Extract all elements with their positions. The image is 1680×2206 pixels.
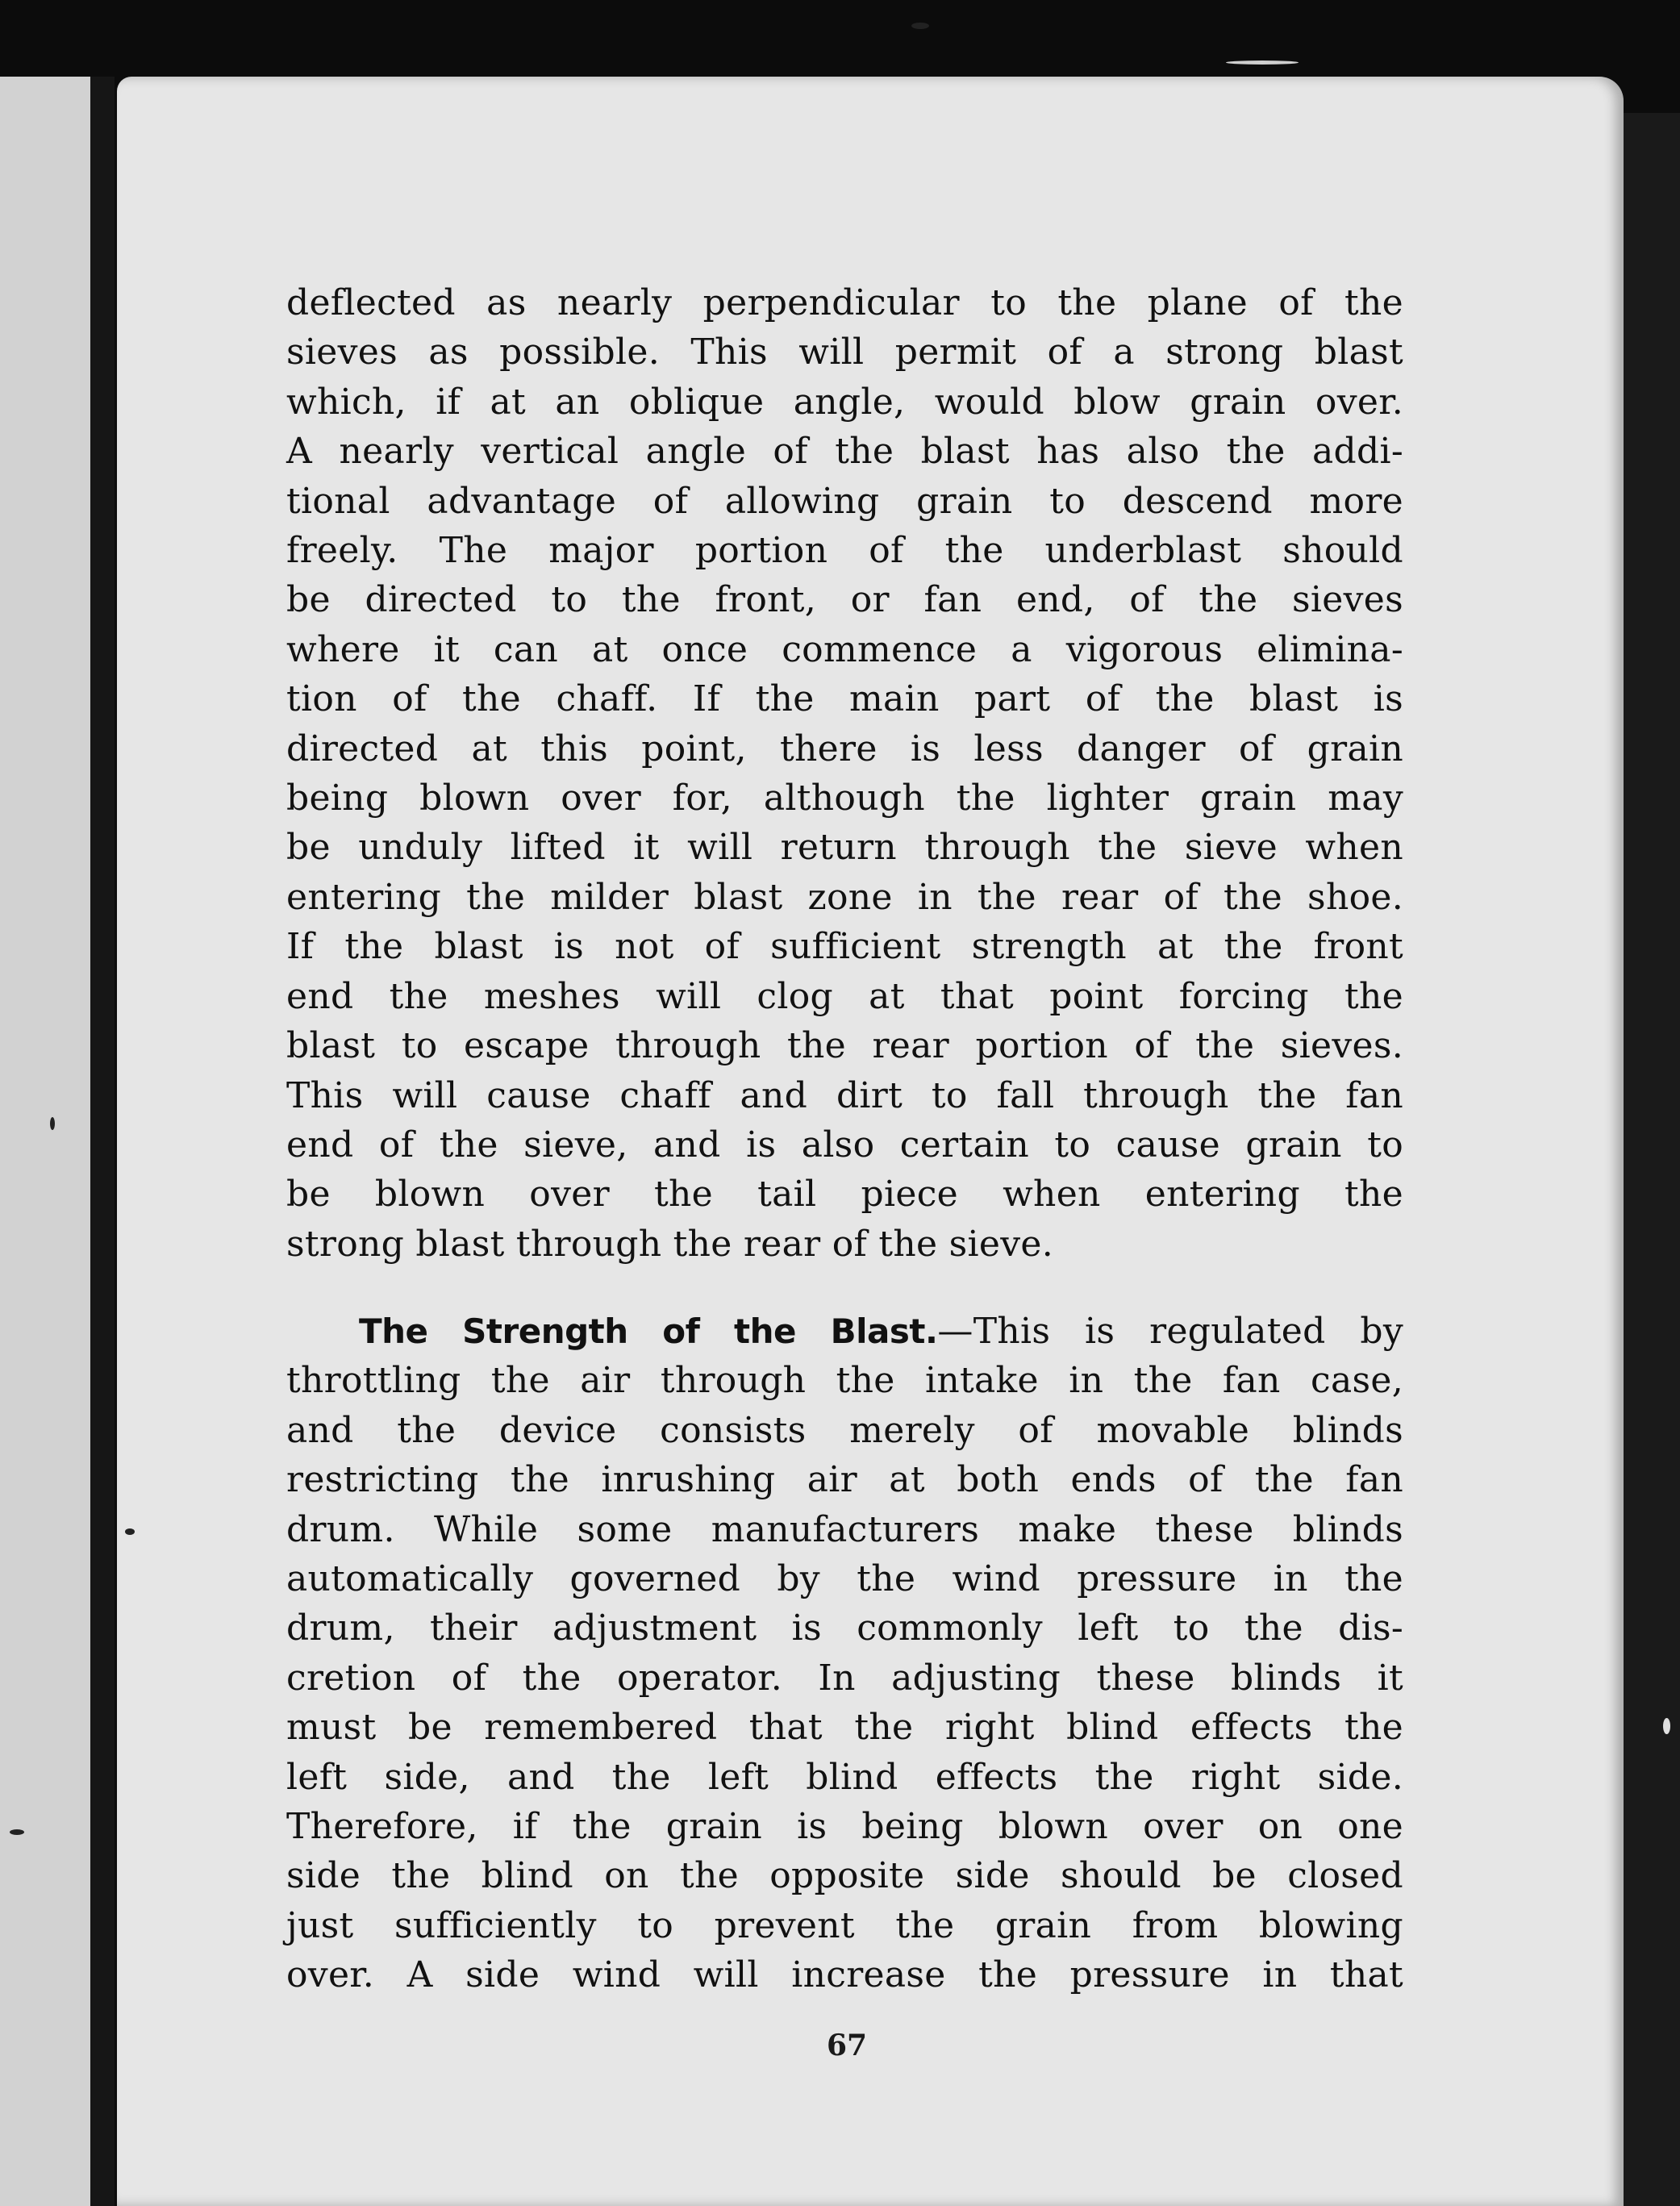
text-line: blast to escape through the rear portion of the sieves. bbox=[286, 1025, 1403, 1067]
text-line: entering the milder blast zone in the rear of the shoe. bbox=[286, 876, 1403, 918]
text-line: and the device consists merely of movable blinds bbox=[286, 1409, 1403, 1451]
text-line: where it can at once commence a vigorous elimina- bbox=[286, 628, 1403, 670]
text-line: restricting the inrushing air at both ends of the fan bbox=[286, 1459, 1403, 1501]
text-line: A nearly vertical angle of the blast has also the addi- bbox=[286, 431, 1403, 473]
text-line: sieves as possible. This will permit of a strong blast bbox=[286, 332, 1403, 373]
text-line: be directed to the front, or fan end, of the sieves bbox=[286, 579, 1403, 621]
paragraph-blast-strength bbox=[286, 1307, 1403, 2000]
text-line: tion of the chaff. If the main part of the blast is bbox=[286, 678, 1403, 720]
text-line: drum. While some manufacturers make these blinds bbox=[286, 1508, 1403, 1550]
facing-page-edge bbox=[0, 77, 90, 2206]
text-fragment: —This is regulated by bbox=[937, 1311, 1403, 1352]
text-line: drum, their adjustment is commonly left to the dis- bbox=[286, 1608, 1403, 1649]
text-line: throttling the air through the intake in the fan case, bbox=[286, 1360, 1403, 1402]
text-line: cretion of the operator. In adjusting these blinds it bbox=[286, 1657, 1403, 1699]
page-number: 67 bbox=[826, 2029, 868, 2062]
text-line: directed at this point, there is less danger of grain bbox=[286, 728, 1403, 769]
text-line: strong blast through the rear of the sieve. bbox=[286, 1223, 1054, 1265]
text-line: end of the sieve, and is also certain to cause grain to bbox=[286, 1124, 1403, 1166]
scan-speck bbox=[125, 1528, 135, 1535]
scan-speck bbox=[50, 1117, 55, 1130]
text-line: freely. The major portion of the underblast should bbox=[286, 530, 1403, 572]
section-heading: The Strength of the Blast. bbox=[359, 1312, 938, 1351]
text-line: over. A side wind will increase the pressure in that bbox=[286, 1954, 1403, 1996]
text-line: end the meshes will clog at that point forcing the bbox=[286, 975, 1403, 1017]
text-line: side the blind on the opposite side should be closed bbox=[286, 1855, 1403, 1897]
text-line: just sufficiently to prevent the grain from blowing bbox=[286, 1904, 1403, 1946]
text-line: being blown over for, although the lighter grain may bbox=[286, 778, 1403, 819]
paragraph-first-line bbox=[286, 1307, 1403, 1356]
text-line: left side, and the left blind effects the right side. bbox=[286, 1756, 1403, 1798]
text-line: deflected as nearly perpendicular to the plane of the bbox=[286, 282, 1403, 323]
text-line: must be remembered that the right blind effects the bbox=[286, 1707, 1403, 1749]
text-line: tional advantage of allowing grain to descend more bbox=[286, 480, 1403, 522]
scan-speck bbox=[911, 23, 929, 29]
text-line: which, if at an oblique angle, would blow grain over. bbox=[286, 381, 1403, 423]
paragraph-blast-direction bbox=[286, 278, 1403, 1269]
text-line: If the blast is not of sufficient strength at the front bbox=[286, 926, 1403, 968]
text-line: Therefore, if the grain is being blown over on one bbox=[286, 1806, 1403, 1848]
book-gutter bbox=[90, 77, 115, 2206]
text-line: automatically governed by the wind pressure in the bbox=[286, 1558, 1403, 1600]
text-line: This will cause chaff and dirt to fall through the fan bbox=[286, 1074, 1403, 1116]
text-line: be blown over the tail piece when entering the bbox=[286, 1174, 1403, 1216]
text-line: be unduly lifted it will return through the sieve when bbox=[286, 827, 1403, 869]
scan-speck bbox=[10, 1829, 24, 1835]
scan-speck bbox=[1663, 1718, 1670, 1734]
scan-speck bbox=[1226, 60, 1299, 65]
page-edge-shadow bbox=[1624, 113, 1680, 2206]
